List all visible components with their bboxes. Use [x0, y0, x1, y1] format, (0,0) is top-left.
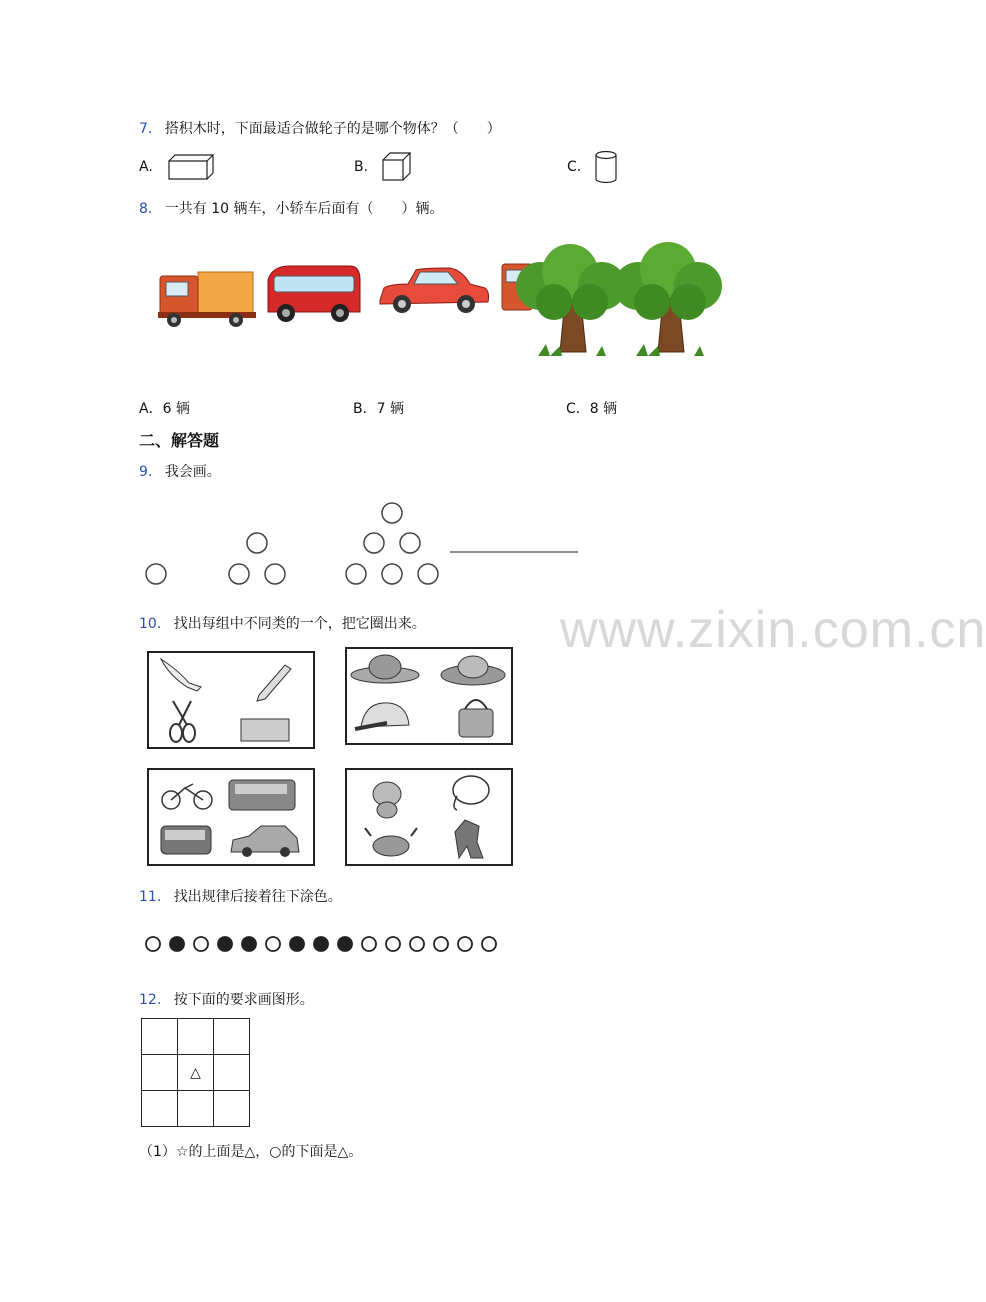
question-number: 11. [139, 889, 162, 905]
triangle-symbol: △ [190, 1064, 201, 1081]
group-3-box[interactable] [147, 768, 315, 866]
grid-cell-center[interactable] [178, 1055, 214, 1091]
pencil-icon [257, 665, 291, 701]
question-text: 我会画。 [164, 464, 221, 480]
section-heading: 二、解答题 [139, 431, 220, 450]
grid-cell[interactable] [178, 1091, 214, 1127]
handbag-icon [459, 700, 493, 737]
vehicles-and-trees-illustration [150, 240, 730, 365]
question-text: 找出规律后接着往下涂色。 [173, 889, 342, 905]
question-text: 搭积木时，下面最适合做轮子的是哪个物体？（ ） [164, 121, 501, 137]
option-b[interactable] [354, 159, 368, 175]
grid-cell[interactable] [214, 1019, 250, 1055]
question-7 [139, 118, 501, 138]
question-number: 7. [139, 121, 153, 137]
bead-filled [290, 937, 304, 951]
tree-image [614, 242, 722, 356]
hat-icon [351, 655, 419, 683]
question-9 [139, 461, 221, 481]
group-1-items [149, 653, 313, 747]
car-icon [231, 826, 299, 857]
option-label: B. [354, 159, 369, 175]
cylinder-icon [594, 150, 620, 184]
truck-image [158, 272, 256, 327]
q7-options [139, 150, 659, 184]
question-text: 找出每组中不同类的一个，把它圈出来。 [173, 616, 426, 632]
bead-empty[interactable] [194, 937, 208, 951]
group-3-items [149, 770, 313, 864]
sun-hat-icon [441, 656, 505, 685]
cap-icon [355, 703, 409, 729]
bead-empty[interactable] [410, 937, 424, 951]
option-label: C．8 辆 [566, 401, 618, 417]
q8-option-a[interactable] [139, 398, 190, 418]
question-8 [139, 198, 444, 218]
question-number: 9. [139, 464, 153, 480]
cuboid-icon [167, 153, 215, 181]
sword-icon [161, 659, 201, 691]
question-10 [139, 613, 426, 633]
drawing-grid [141, 1018, 250, 1127]
bead-filled [170, 937, 184, 951]
question-number: 10. [139, 616, 162, 632]
question-number: 8. [139, 201, 153, 217]
scissors-icon [170, 701, 195, 742]
bus-icon [229, 780, 295, 810]
bead-filled [338, 937, 352, 951]
bead-sequence [140, 932, 510, 956]
question-11 [139, 886, 342, 906]
cube-icon [381, 151, 413, 182]
bead-empty[interactable] [146, 937, 160, 951]
bead-filled [218, 937, 232, 951]
grid-cell[interactable] [178, 1019, 214, 1055]
bead-empty[interactable] [362, 937, 376, 951]
option-c[interactable] [567, 159, 581, 175]
option-label: A．6 辆 [139, 401, 190, 417]
tree-image [516, 244, 626, 356]
grid-cell[interactable] [142, 1019, 178, 1055]
question-number: 12. [139, 992, 162, 1008]
group-2-items [347, 649, 511, 743]
bead-empty[interactable] [458, 937, 472, 951]
q12-sub-question-1: （1）☆的上面是△，○的下面是△。 [139, 1144, 363, 1160]
group-1-box[interactable] [147, 651, 315, 749]
bead-filled [242, 937, 256, 951]
q8-option-b[interactable] [353, 398, 404, 418]
grid-cell[interactable] [214, 1055, 250, 1091]
question-text: 一共有 10 辆车，小轿车后面有（ ）辆。 [164, 201, 444, 217]
group-4-box[interactable] [345, 768, 513, 866]
van-icon [161, 826, 211, 854]
option-label: B．7 辆 [353, 401, 404, 417]
question-12 [139, 989, 314, 1009]
bead-empty[interactable] [386, 937, 400, 951]
circle-triangle-pattern [140, 498, 590, 590]
bead-empty[interactable] [266, 937, 280, 951]
dog-icon [373, 782, 401, 818]
watermark: www.zixin.com.cn [560, 601, 986, 659]
knife-icon [241, 719, 289, 741]
horse-icon [455, 820, 483, 858]
grid-cell[interactable] [142, 1055, 178, 1091]
bus-image [268, 266, 360, 322]
group-4-items [347, 770, 511, 864]
car-image [380, 268, 489, 313]
grid-cell[interactable] [214, 1091, 250, 1127]
group-2-box[interactable] [345, 647, 513, 745]
option-label: A. [139, 159, 153, 175]
bead-empty[interactable] [482, 937, 496, 951]
q8-option-c[interactable] [566, 398, 617, 418]
crab-icon [365, 828, 417, 856]
bead-empty[interactable] [434, 937, 448, 951]
bead-filled [314, 937, 328, 951]
grid-cell[interactable] [142, 1091, 178, 1127]
option-a[interactable] [139, 159, 153, 175]
bicycle-icon [162, 784, 212, 809]
elephant-icon [453, 776, 489, 810]
option-label: C. [567, 159, 582, 175]
question-text: 按下面的要求画图形。 [173, 992, 314, 1008]
